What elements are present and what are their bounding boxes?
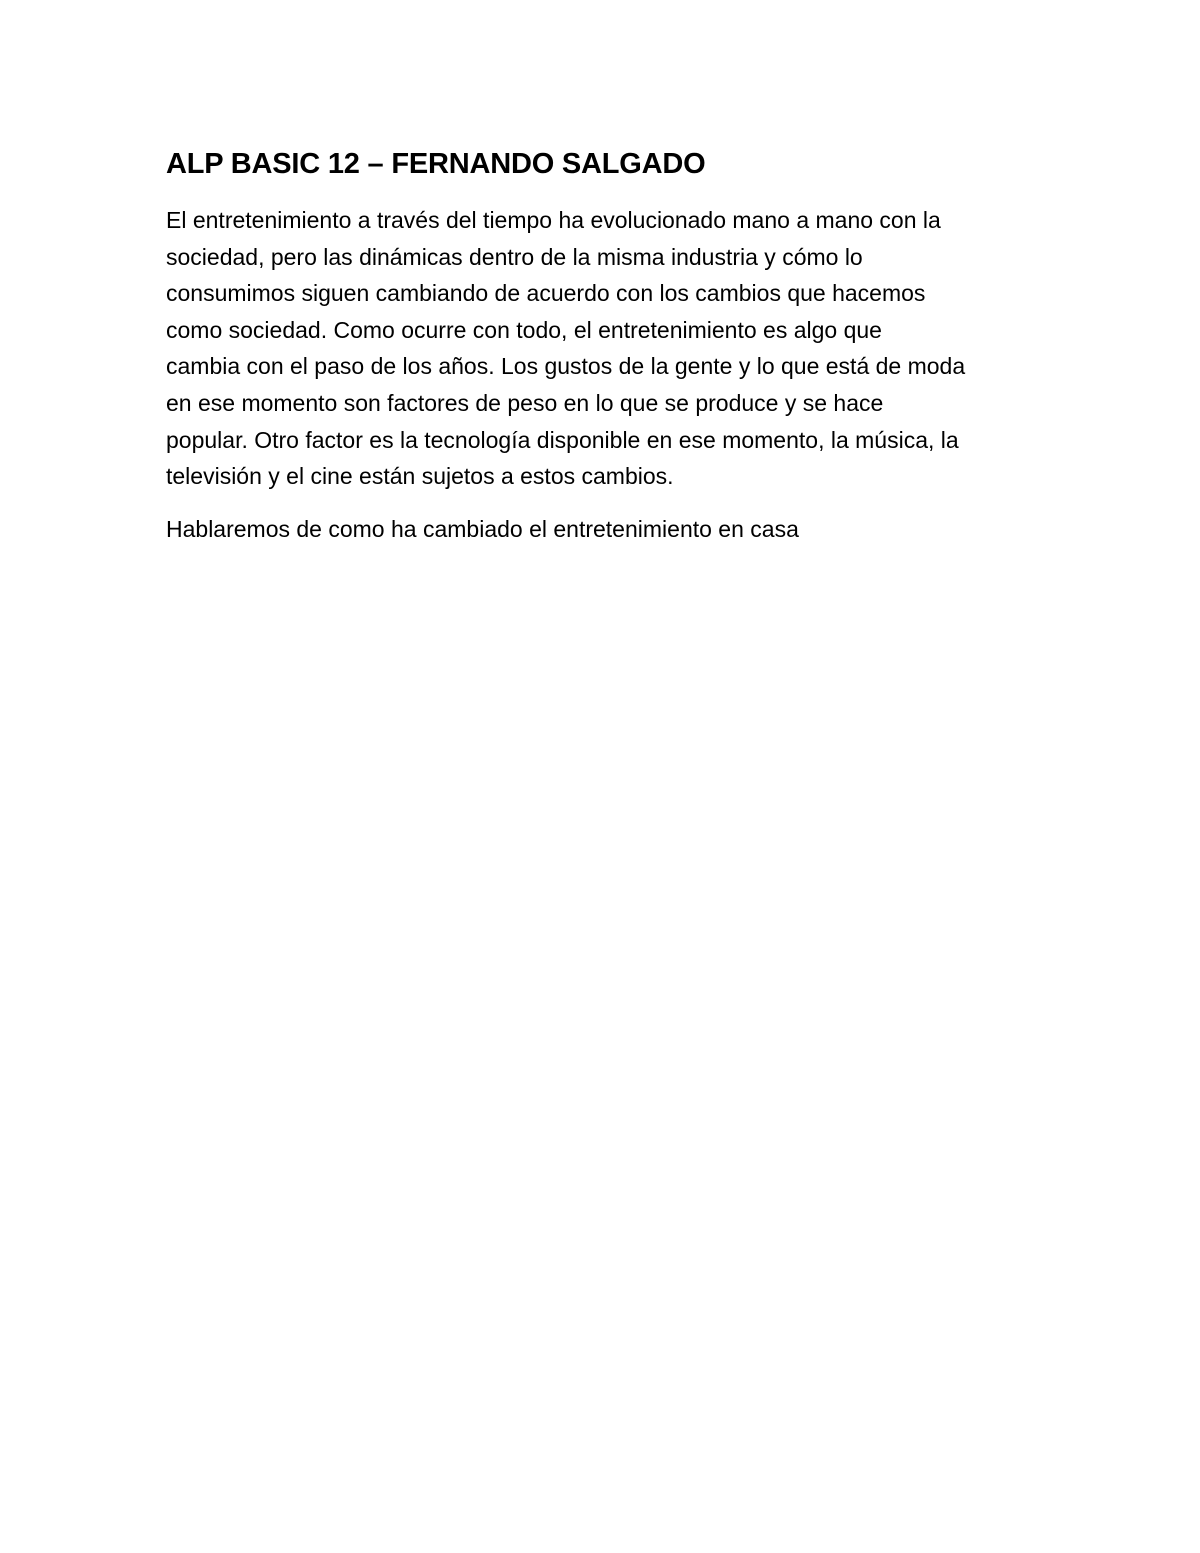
paragraph-line: sociedad, pero las dinámicas dentro de la misma industria y cómo lo [166, 243, 863, 270]
document-title: ALP BASIC 12 – FERNANDO SALGADO [166, 148, 706, 180]
paragraph-2 [166, 511, 1046, 548]
paragraph-1 [166, 202, 1046, 495]
paragraph-line: consumimos siguen cambiando de acuerdo con los cambios que hacemos [166, 280, 926, 307]
paragraph-line: como sociedad. Como ocurre con todo, el entretenimiento es algo que [166, 316, 882, 343]
document-content [166, 140, 1046, 547]
paragraph-line: en ese momento son factores de peso en lo que se produce y se hace [166, 389, 884, 416]
paragraph-line: cambia con el paso de los años. Los gustos de la gente y lo que está de moda [166, 353, 966, 380]
paragraph-line: popular. Otro factor es la tecnología disponible en ese momento, la música, la [166, 426, 959, 453]
paragraph-line: El entretenimiento a través del tiempo ha evolucionado mano a mano con la [166, 207, 941, 233]
paragraph-line: Hablaremos de como ha cambiado el entretenimiento en casa [166, 515, 799, 542]
paragraph-line: televisión y el cine están sujetos a estos cambios. [166, 463, 674, 490]
